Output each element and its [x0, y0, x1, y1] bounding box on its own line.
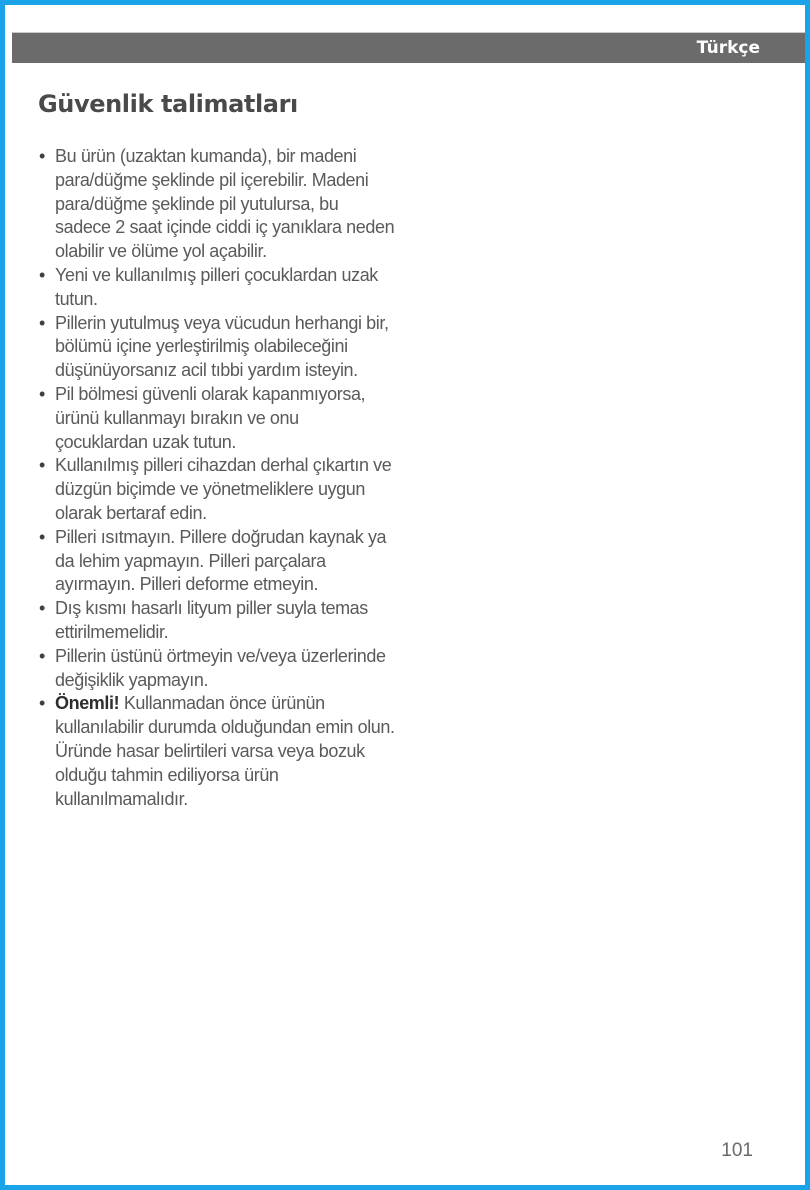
instruction-text: Pilleri ısıtmayın. Pillere doğrudan kaynak ya da lehim yapmayın. Pilleri parçalara ayırmayın. Pilleri deforme etmeyin.: [55, 526, 387, 595]
list-item: [5, 454, 395, 525]
instruction-text: Pillerin üstünü örtmeyin ve/veya üzerlerinde değişiklik yapmayın.: [55, 645, 386, 690]
bullet-icon: •: [39, 312, 45, 333]
instruction-text: Kullanılmış pilleri cihazdan derhal çıkartın ve düzgün biçimde ve yönetmeliklere uygun olarak bertaraf edin.: [55, 455, 392, 523]
safety-instructions-list: [5, 145, 405, 811]
section-title: Güvenlik talimatları: [38, 90, 298, 118]
bullet-icon: •: [39, 455, 45, 476]
bullet-icon: •: [39, 264, 45, 285]
language-label: Türkçe: [696, 38, 760, 58]
instruction-text: Yeni ve kullanılmış pilleri çocuklardan uzak tutun.: [55, 264, 378, 309]
bullet-icon: •: [39, 146, 45, 166]
bullet-icon: •: [39, 693, 45, 714]
instruction-text: Pil bölmesi güvenli olarak kapanmıyorsa, ürünü kullanmayı bırakın ve onu çocuklardan uzak tutun.: [55, 383, 366, 452]
bullet-icon: •: [39, 598, 45, 619]
list-item: [5, 383, 395, 454]
instruction-text: Dış kısmı hasarlı lityum piller suyla temas ettirilmemelidir.: [55, 598, 368, 642]
list-item: [5, 645, 395, 693]
important-label: Önemli!: [55, 693, 120, 714]
bullet-icon: •: [39, 645, 45, 666]
bullet-icon: •: [39, 526, 45, 547]
list-item: [5, 264, 395, 312]
important-text: Kullanmadan önce ürünün kullanılabilir durumda olduğundan emin olun. Üründe hasar belirtileri varsa veya bozuk olduğu tahmin ediliyorsa ürün kullanılmamalıdır.: [55, 693, 395, 809]
bullet-icon: •: [39, 383, 45, 404]
page-number: 101: [721, 1140, 753, 1161]
language-header-bar: [12, 32, 808, 63]
instruction-text: Bu ürün (uzaktan kumanda), bir madeni para/düğme şeklinde pil içerebilir. Madeni para/düğme şeklinde pil yutulursa, bu sadece 2 saat içinde ciddi iç yanıklara neden olabilir ve ölüme yol açabilir.: [55, 146, 395, 262]
list-item: [5, 145, 395, 264]
list-item: [5, 526, 395, 597]
list-item: [5, 597, 395, 645]
instruction-text: Pillerin yutulmuş veya vücudun herhangi bir, bölümü içine yerleştirilmiş olabileceğini düşünüyorsanız acil tıbbi yardım isteyin.: [55, 312, 389, 381]
important-note-item: [5, 692, 395, 811]
list-item: [5, 312, 395, 383]
